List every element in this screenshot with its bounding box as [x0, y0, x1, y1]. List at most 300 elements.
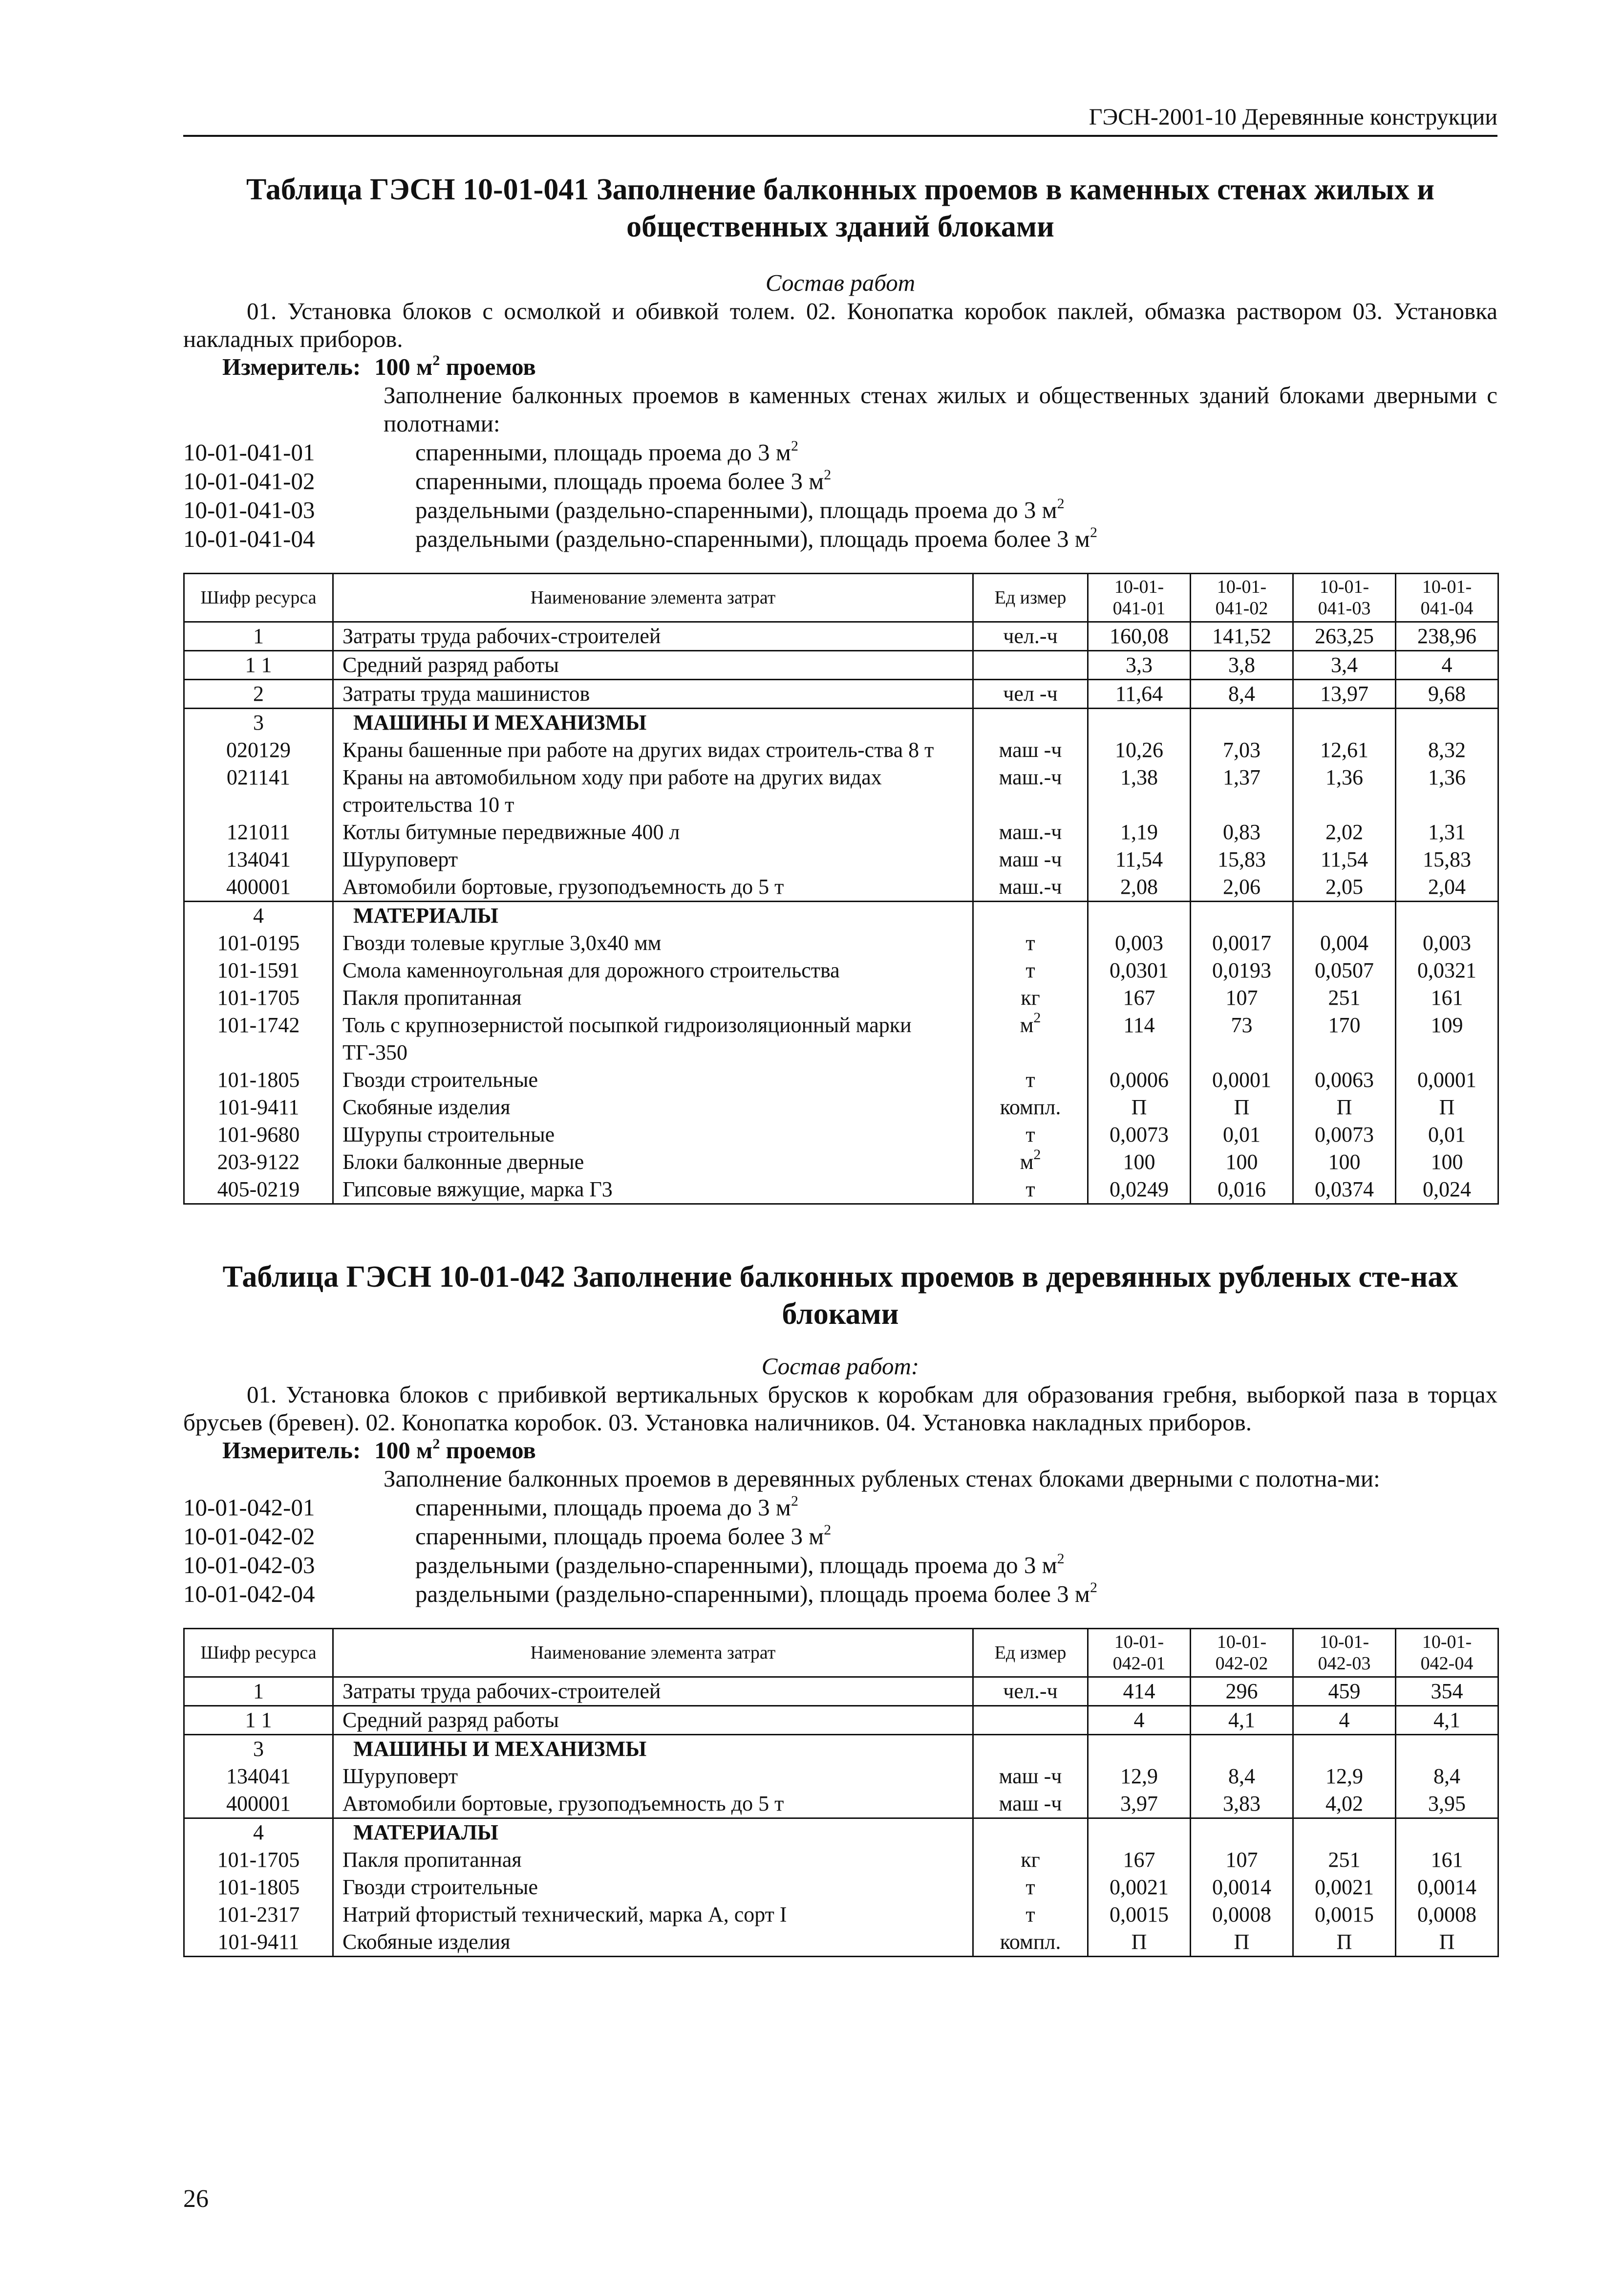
cell-value: 170: [1293, 1012, 1396, 1066]
cell-name: Затраты труда рабочих-строителей: [333, 622, 973, 651]
cell-unit: т: [973, 1874, 1088, 1901]
norm-code: 10-01-041-04: [183, 525, 315, 552]
cell-code: 4: [184, 1818, 333, 1847]
table-row: [184, 1012, 1498, 1066]
cell-value: 0,0014: [1396, 1874, 1498, 1901]
cell-value: [1191, 902, 1293, 930]
cell-name: Средний разряд работы: [333, 1706, 973, 1735]
cell-code: 101-9411: [184, 1928, 333, 1957]
cell-value: 107: [1191, 1846, 1293, 1874]
cell-name: Пакля пропитанная: [333, 1846, 973, 1874]
cell-value: 0,0008: [1191, 1901, 1293, 1928]
cell-value: 8,4: [1191, 680, 1293, 709]
cell-value: [1191, 1818, 1293, 1847]
cell-value: 4,1: [1191, 1706, 1293, 1735]
cell-name: Гвозди строительные: [333, 1066, 973, 1094]
cell-value: [1088, 1735, 1191, 1763]
table2-sostav-title: Состав работ:: [761, 1353, 919, 1380]
norm-description-text: спаренными, площадь проема более 3 м: [415, 468, 824, 495]
cell-name: Натрий фтористый технический, марка А, сорт I: [333, 1901, 973, 1928]
cell-name: Средний разряд работы: [333, 651, 973, 680]
cell-value: 0,0374: [1293, 1176, 1396, 1204]
header-col-2: 10-01- 041-02: [1191, 574, 1293, 622]
cell-value: 11,54: [1293, 846, 1396, 873]
cell-value: 0,0017: [1191, 929, 1293, 957]
header-col-1: 10-01- 042-01: [1088, 1629, 1191, 1677]
code-row: [183, 1579, 1497, 1608]
header-col-4: 10-01- 042-04: [1396, 1629, 1498, 1677]
cell-name: Смола каменноугольная для дорожного строительства: [333, 957, 973, 984]
section-row: [184, 709, 1498, 737]
header-col-3: 10-01- 042-03: [1293, 1629, 1396, 1677]
cell-value: 167: [1088, 1846, 1191, 1874]
cell-value: 3,95: [1396, 1790, 1498, 1818]
cell-value: 251: [1293, 984, 1396, 1012]
cell-value: 4: [1396, 651, 1498, 680]
measure-value: 100 м: [374, 353, 433, 380]
measure-sup: 2: [432, 1436, 440, 1452]
norm-description-text: раздельными (раздельно-спаренными), площадь проема более 3 м: [415, 1580, 1090, 1607]
cell-value: 114: [1088, 1012, 1191, 1066]
table1-title: Таблица ГЭСН 10-01-041 Заполнение балконных проемов в каменных стенах жилых и общественных зданий блоками: [246, 173, 1434, 243]
cell-unit: чел -ч: [973, 680, 1088, 709]
cell-value: П: [1088, 1928, 1191, 1957]
cell-unit: маш -ч: [973, 846, 1088, 873]
cell-value: 296: [1191, 1677, 1293, 1706]
table-row: [184, 819, 1498, 846]
cell-code: 101-9411: [184, 1094, 333, 1121]
header-unit: Ед измер: [973, 1629, 1088, 1677]
cell-value: [1293, 1818, 1396, 1847]
header-col-2: 10-01- 042-02: [1191, 1629, 1293, 1677]
cell-code: 3: [184, 1735, 333, 1763]
cell-code: 121011: [184, 819, 333, 846]
table2-title: Таблица ГЭСН 10-01-042 Заполнение балконных проемов в деревянных рубленых сте-нах блоками: [222, 1260, 1458, 1331]
measure-label: Измеритель:: [222, 1437, 361, 1464]
cell-value: 109: [1396, 1012, 1498, 1066]
cell-name: Гвозди толевые круглые 3,0х40 мм: [333, 929, 973, 957]
cell-code: 3: [184, 709, 333, 737]
measure-tail: проемов: [440, 1437, 536, 1464]
norm-code: 10-01-042-02: [183, 1523, 315, 1550]
section-row: [184, 1735, 1498, 1763]
table-row: [184, 1677, 1498, 1706]
table2-work-text: 01. Установка блоков с прибивкой вертикальных брусков к коробкам для образования гребня, выборкой паза в торцах брусьев (бревен). 02. Конопатка коробок. 03. Установка наличников. 04. Установка накладных приборов.: [183, 1381, 1497, 1436]
cell-value: 11,64: [1088, 680, 1191, 709]
table-row: [184, 764, 1498, 819]
cell-value: 0,0021: [1293, 1874, 1396, 1901]
table2-measure: [183, 1436, 1497, 1465]
cell-value: 12,61: [1293, 736, 1396, 764]
code-row: [183, 467, 1497, 496]
table-row: [184, 957, 1498, 984]
cell-code: 1: [184, 1677, 333, 1706]
cell-code: 400001: [184, 873, 333, 902]
cell-value: [1293, 1735, 1396, 1763]
table-row: [184, 1928, 1498, 1957]
header-name: Наименование элемента затрат: [333, 574, 973, 622]
measure-tail: проемов: [440, 353, 536, 380]
section-row: [184, 1818, 1498, 1847]
table-row: [184, 1121, 1498, 1148]
cell-name: Гипсовые вяжущие, марка Г3: [333, 1176, 973, 1204]
cell-code: 101-1805: [184, 1066, 333, 1094]
cell-code: 020129: [184, 736, 333, 764]
cell-value: 15,83: [1396, 846, 1498, 873]
cell-value: 160,08: [1088, 622, 1191, 651]
cell-value: 0,01: [1191, 1121, 1293, 1148]
cell-value: 4,02: [1293, 1790, 1396, 1818]
header-unit: Ед измер: [973, 574, 1088, 622]
unit-superscript: 2: [1057, 496, 1065, 512]
cell-name: Шуруповерт: [333, 1763, 973, 1790]
cell-value: 11,54: [1088, 846, 1191, 873]
cell-name: Пакля пропитанная: [333, 984, 973, 1012]
cell-value: 0,0015: [1293, 1901, 1396, 1928]
cell-code: 101-1805: [184, 1874, 333, 1901]
code-row: [183, 496, 1497, 524]
cell-unit: маш.-ч: [973, 764, 1088, 819]
cell-name: Скобяные изделия: [333, 1928, 973, 1957]
cell-value: 0,0073: [1088, 1121, 1191, 1148]
cell-unit: т: [973, 1901, 1088, 1928]
cell-value: 2,06: [1191, 873, 1293, 902]
cell-value: 2,05: [1293, 873, 1396, 902]
cell-value: 100: [1396, 1148, 1498, 1176]
cell-value: 2,04: [1396, 873, 1498, 902]
cell-name: МАШИНЫ И МЕХАНИЗМЫ: [333, 709, 973, 737]
cell-value: 0,016: [1191, 1176, 1293, 1204]
cell-value: 0,83: [1191, 819, 1293, 846]
cell-value: [1293, 709, 1396, 737]
header-col-3: 10-01- 041-03: [1293, 574, 1396, 622]
table-row: [184, 1148, 1498, 1176]
table2-resources: [183, 1628, 1499, 1957]
code-row: [183, 524, 1497, 553]
cell-value: [1088, 902, 1191, 930]
norm-description: [415, 1551, 1497, 1579]
norm-description-text: раздельными (раздельно-спаренными), площадь проема до 3 м: [415, 497, 1057, 523]
cell-code: 2: [184, 680, 333, 709]
norm-code: 10-01-041-02: [183, 468, 315, 495]
cell-value: 0,0507: [1293, 957, 1396, 984]
cell-code: 101-1742: [184, 1012, 333, 1066]
cell-name: Гвозди строительные: [333, 1874, 973, 1901]
cell-value: 1,31: [1396, 819, 1498, 846]
table-row: [184, 984, 1498, 1012]
table-row: [184, 929, 1498, 957]
unit-superscript: 2: [1057, 1551, 1065, 1567]
cell-unit: компл.: [973, 1094, 1088, 1121]
table2-code-list: [183, 1493, 1497, 1608]
cell-value: [1396, 902, 1498, 930]
unit-superscript: 2: [1033, 1010, 1041, 1026]
cell-value: 8,4: [1396, 1763, 1498, 1790]
cell-unit: $м^2$: [973, 1148, 1088, 1176]
code-row: [183, 1493, 1497, 1522]
cell-value: 100: [1191, 1148, 1293, 1176]
cell-value: 3,97: [1088, 1790, 1191, 1818]
table-row: [184, 873, 1498, 902]
cell-value: 1,36: [1293, 764, 1396, 819]
norm-description-text: раздельными (раздельно-спаренными), площадь проема до 3 м: [415, 1552, 1057, 1578]
norm-description-text: раздельными (раздельно-спаренными), площадь проема более 3 м: [415, 525, 1090, 552]
cell-value: 0,0073: [1293, 1121, 1396, 1148]
cell-value: 161: [1396, 984, 1498, 1012]
header-code: Шифр ресурса: [184, 574, 333, 622]
cell-name: Скобяные изделия: [333, 1094, 973, 1121]
norm-code: 10-01-041-03: [183, 497, 315, 523]
cell-value: 141,52: [1191, 622, 1293, 651]
cell-unit: [973, 1735, 1088, 1763]
unit-superscript: 2: [1090, 524, 1097, 540]
cell-value: 0,0301: [1088, 957, 1191, 984]
cell-value: П: [1293, 1094, 1396, 1121]
cell-unit: т: [973, 929, 1088, 957]
header-col-1: 10-01- 041-01: [1088, 574, 1191, 622]
cell-value: 0,003: [1396, 929, 1498, 957]
cell-code: 101-1705: [184, 1846, 333, 1874]
norm-code: 10-01-042-03: [183, 1552, 315, 1578]
cell-value: 0,024: [1396, 1176, 1498, 1204]
norm-description: [415, 496, 1497, 524]
table-row: [184, 622, 1498, 651]
cell-value: П: [1293, 1928, 1396, 1957]
table-row: [184, 1094, 1498, 1121]
cell-value: П: [1396, 1094, 1498, 1121]
cell-value: П: [1191, 1928, 1293, 1957]
cell-value: 0,0008: [1396, 1901, 1498, 1928]
cell-value: 0,004: [1293, 929, 1396, 957]
cell-value: 3,4: [1293, 651, 1396, 680]
code-row: [183, 1551, 1497, 1579]
cell-value: 100: [1088, 1148, 1191, 1176]
measure-sup: 2: [432, 352, 440, 368]
table-row: [184, 1901, 1498, 1928]
cell-value: 1,36: [1396, 764, 1498, 819]
cell-name: Блоки балконные дверные: [333, 1148, 973, 1176]
cell-name: Котлы битумные передвижные 400 л: [333, 819, 973, 846]
table-row: [184, 680, 1498, 709]
cell-name: Автомобили бортовые, грузоподъемность до 5 т: [333, 873, 973, 902]
cell-value: 13,97: [1293, 680, 1396, 709]
cell-unit: т: [973, 957, 1088, 984]
document-page: [183, 103, 1497, 1957]
header-col-4: 10-01- 041-04: [1396, 574, 1498, 622]
cell-code: 101-1591: [184, 957, 333, 984]
cell-name: Затраты труда рабочих-строителей: [333, 1677, 973, 1706]
cell-value: 73: [1191, 1012, 1293, 1066]
cell-code: 1: [184, 622, 333, 651]
cell-value: 238,96: [1396, 622, 1498, 651]
cell-value: 2,02: [1293, 819, 1396, 846]
cell-value: [1396, 1735, 1498, 1763]
cell-name: Автомобили бортовые, грузоподъемность до 5 т: [333, 1790, 973, 1818]
cell-unit: [973, 1818, 1088, 1847]
norm-description: [415, 467, 1497, 496]
cell-unit: кг: [973, 1846, 1088, 1874]
norm-description: [415, 1522, 1497, 1551]
cell-name: Краны на автомобильном ходу при работе на других видах строительства 10 т: [333, 764, 973, 819]
cell-value: 0,0193: [1191, 957, 1293, 984]
norm-description: [415, 1579, 1497, 1608]
unit-superscript: 2: [791, 438, 798, 454]
cell-value: 15,83: [1191, 846, 1293, 873]
table-row: [184, 846, 1498, 873]
cell-code: 1 1: [184, 1706, 333, 1735]
cell-value: 3,83: [1191, 1790, 1293, 1818]
unit-superscript: 2: [824, 467, 832, 483]
cell-value: 0,003: [1088, 929, 1191, 957]
cell-unit: чел.-ч: [973, 622, 1088, 651]
cell-value: 0,01: [1396, 1121, 1498, 1148]
cell-value: П: [1191, 1094, 1293, 1121]
cell-name: МАТЕРИАЛЫ: [333, 902, 973, 930]
cell-value: 8,4: [1191, 1763, 1293, 1790]
cell-value: 0,0014: [1191, 1874, 1293, 1901]
unit-superscript: 2: [1033, 1146, 1041, 1163]
unit-superscript: 2: [824, 1522, 832, 1538]
cell-value: 0,0021: [1088, 1874, 1191, 1901]
cell-value: [1088, 709, 1191, 737]
running-header: ГЭСН-2001-10 Деревянные конструкции: [183, 103, 1497, 137]
cell-name: Краны башенные при работе на других видах строитель-ства 8 т: [333, 736, 973, 764]
cell-value: [1191, 709, 1293, 737]
table1-measure: [183, 353, 1497, 381]
norm-code: 10-01-042-01: [183, 1494, 315, 1521]
table-row: [184, 1874, 1498, 1901]
cell-value: 4,1: [1396, 1706, 1498, 1735]
cell-value: 459: [1293, 1677, 1396, 1706]
table1-description: Заполнение балконных проемов в каменных стенах жилых и общественных зданий блоками дверными с полотнами:: [384, 382, 1497, 437]
header-name: Наименование элемента затрат: [333, 1629, 973, 1677]
table-row: [184, 1790, 1498, 1818]
table-row: [184, 1846, 1498, 1874]
cell-value: 0,0249: [1088, 1176, 1191, 1204]
cell-unit: маш.-ч: [973, 873, 1088, 902]
norm-code: 10-01-042-04: [183, 1580, 315, 1607]
table-row: [184, 736, 1498, 764]
cell-unit: $м^2$: [973, 1012, 1088, 1066]
cell-name: Толь с крупнозернистой посыпкой гидроизоляционный марки ТГ-350: [333, 1012, 973, 1066]
cell-value: 0,0001: [1396, 1066, 1498, 1094]
cell-value: П: [1396, 1928, 1498, 1957]
cell-value: 1,38: [1088, 764, 1191, 819]
table1-code-list: [183, 438, 1497, 553]
cell-value: [1088, 1818, 1191, 1847]
cell-value: 8,32: [1396, 736, 1498, 764]
cell-code: 101-1705: [184, 984, 333, 1012]
code-row: [183, 438, 1497, 467]
cell-value: 0,0321: [1396, 957, 1498, 984]
cell-name: Затраты труда машинистов: [333, 680, 973, 709]
cell-unit: маш -ч: [973, 736, 1088, 764]
cell-code: 405-0219: [184, 1176, 333, 1204]
cell-value: 3,8: [1191, 651, 1293, 680]
cell-value: 167: [1088, 984, 1191, 1012]
measure-value: 100 м: [374, 1437, 433, 1464]
header-code: Шифр ресурса: [184, 1629, 333, 1677]
table-row: [184, 1066, 1498, 1094]
cell-value: 4: [1293, 1706, 1396, 1735]
unit-superscript: 2: [791, 1493, 798, 1509]
cell-value: 0,0001: [1191, 1066, 1293, 1094]
norm-description: [415, 524, 1497, 553]
section-row: [184, 902, 1498, 930]
cell-name: Шурупы строительные: [333, 1121, 973, 1148]
cell-unit: т: [973, 1066, 1088, 1094]
cell-value: 1,37: [1191, 764, 1293, 819]
cell-value: 4: [1088, 1706, 1191, 1735]
cell-value: 0,0006: [1088, 1066, 1191, 1094]
cell-value: 354: [1396, 1677, 1498, 1706]
table-row: [184, 651, 1498, 680]
cell-name: Шуруповерт: [333, 846, 973, 873]
cell-name: МАТЕРИАЛЫ: [333, 1818, 973, 1847]
norm-code: 10-01-041-01: [183, 439, 315, 466]
unit-superscript: 2: [1090, 1579, 1097, 1596]
cell-value: 7,03: [1191, 736, 1293, 764]
norm-description-text: спаренными, площадь проема до 3 м: [415, 439, 791, 466]
cell-value: 12,9: [1293, 1763, 1396, 1790]
table2-description: Заполнение балконных проемов в деревянных рубленых стенах блоками дверными с полотна-ми:: [384, 1465, 1380, 1492]
cell-value: 10,26: [1088, 736, 1191, 764]
cell-value: 251: [1293, 1846, 1396, 1874]
cell-value: [1191, 1735, 1293, 1763]
cell-value: 100: [1293, 1148, 1396, 1176]
cell-value: 414: [1088, 1677, 1191, 1706]
cell-unit: чел.-ч: [973, 1677, 1088, 1706]
cell-unit: [973, 902, 1088, 930]
cell-code: 4: [184, 902, 333, 930]
cell-unit: маш -ч: [973, 1790, 1088, 1818]
cell-unit: [973, 1706, 1088, 1735]
code-row: [183, 1522, 1497, 1551]
cell-code: 134041: [184, 846, 333, 873]
cell-name: МАШИНЫ И МЕХАНИЗМЫ: [333, 1735, 973, 1763]
table1-sostav-title: Состав работ: [765, 269, 916, 296]
cell-value: П: [1088, 1094, 1191, 1121]
cell-code: 203-9122: [184, 1148, 333, 1176]
table-row: [184, 1706, 1498, 1735]
cell-value: 161: [1396, 1846, 1498, 1874]
norm-description: [415, 438, 1497, 467]
measure-label: Измеритель:: [222, 353, 361, 380]
cell-value: 1,19: [1088, 819, 1191, 846]
cell-unit: маш -ч: [973, 1763, 1088, 1790]
table-row: [184, 1176, 1498, 1204]
cell-code: 1 1: [184, 651, 333, 680]
cell-code: 101-0195: [184, 929, 333, 957]
table1-resources: [183, 573, 1499, 1205]
cell-value: 3,3: [1088, 651, 1191, 680]
cell-unit: маш.-ч: [973, 819, 1088, 846]
cell-value: 0,0015: [1088, 1901, 1191, 1928]
cell-code: 021141: [184, 764, 333, 819]
cell-value: [1396, 709, 1498, 737]
cell-unit: т: [973, 1176, 1088, 1204]
cell-unit: [973, 651, 1088, 680]
cell-code: 101-2317: [184, 1901, 333, 1928]
cell-value: 9,68: [1396, 680, 1498, 709]
norm-description: [415, 1493, 1497, 1522]
cell-value: 0,0063: [1293, 1066, 1396, 1094]
norm-description-text: спаренными, площадь проема до 3 м: [415, 1494, 791, 1521]
cell-value: 263,25: [1293, 622, 1396, 651]
cell-unit: т: [973, 1121, 1088, 1148]
cell-value: 107: [1191, 984, 1293, 1012]
cell-value: [1293, 902, 1396, 930]
